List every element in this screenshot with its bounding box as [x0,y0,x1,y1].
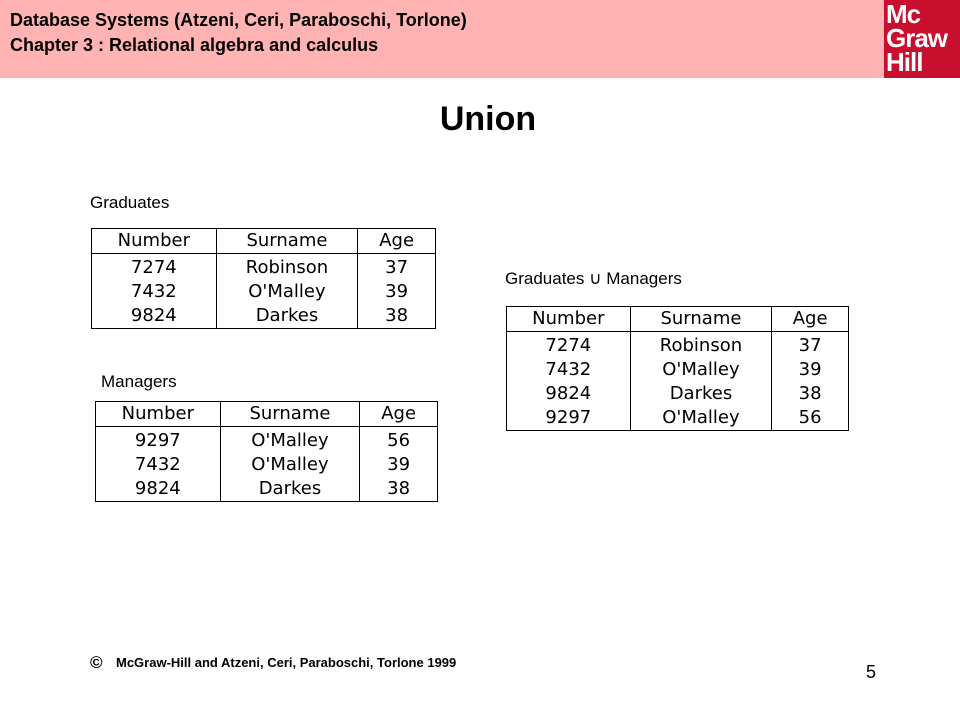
column-header: Age [360,402,438,427]
copyright-icon: © [90,653,103,672]
table-cell: 56 [360,427,438,454]
chapter-title: Chapter 3 : Relational algebra and calculus [10,35,379,55]
table-cell: 7274 [92,254,217,281]
table-cell: 39 [358,280,436,304]
table-cell: 37 [358,254,436,281]
table-cell: 56 [772,406,849,431]
logo-word: Mc [886,0,921,29]
table-cell: O'Malley [630,358,772,382]
table-cell: 39 [772,358,849,382]
table-row [507,358,849,382]
column-header: Surname [630,307,772,332]
table-cell: Robinson [216,254,358,281]
table-cell: Darkes [216,304,358,329]
column-header: Number [507,307,631,332]
header-band [0,0,960,78]
graduates-caption: Graduates [90,193,170,212]
table-row [92,280,436,304]
table-cell: O'Malley [216,280,358,304]
mcgraw-hill-logo [884,0,960,78]
table-cell: Darkes [630,382,772,406]
table-cell: 7432 [92,280,217,304]
slide-title: Union [439,100,537,138]
column-header: Age [772,307,849,332]
table-row [507,406,849,431]
column-header: Surname [216,229,358,254]
table-cell: 7432 [507,358,631,382]
table-cell: O'Malley [220,427,360,454]
table-cell: 38 [360,477,438,502]
table-cell: Robinson [630,332,772,359]
table-cell: 9824 [507,382,631,406]
table-row [96,477,438,502]
table-row [96,427,438,454]
managers-table [95,401,438,502]
table-row [96,453,438,477]
table-cell: 9824 [96,477,221,502]
table-cell: 9824 [92,304,217,329]
union-caption: Graduates ∪ Managers [505,269,682,288]
book-title: Database Systems (Atzeni, Ceri, Paraboschi, Torlone) [10,10,467,30]
logo-word: Hill [886,47,923,77]
union-table [506,306,849,431]
column-header: Number [92,229,217,254]
column-header: Surname [220,402,360,427]
table-row [507,382,849,406]
graduates-table [91,228,436,329]
table-cell: 9297 [507,406,631,431]
logo-word: Graw [886,23,948,53]
table-cell: 7274 [507,332,631,359]
table-cell: 37 [772,332,849,359]
table-cell: 38 [772,382,849,406]
managers-caption: Managers [101,372,177,391]
table-cell: O'Malley [630,406,772,431]
table-cell: Darkes [220,477,360,502]
column-header: Number [96,402,221,427]
table-cell: 39 [360,453,438,477]
copyright-text: McGraw-Hill and Atzeni, Ceri, Paraboschi, Torlone 1999 [116,655,457,670]
table-cell: O'Malley [220,453,360,477]
table-row [92,254,436,281]
column-header: Age [358,229,436,254]
table-row [507,332,849,359]
page-number: 5 [866,662,877,682]
table-row [92,304,436,329]
table-cell: 7432 [96,453,221,477]
table-cell: 38 [358,304,436,329]
table-cell: 9297 [96,427,221,454]
